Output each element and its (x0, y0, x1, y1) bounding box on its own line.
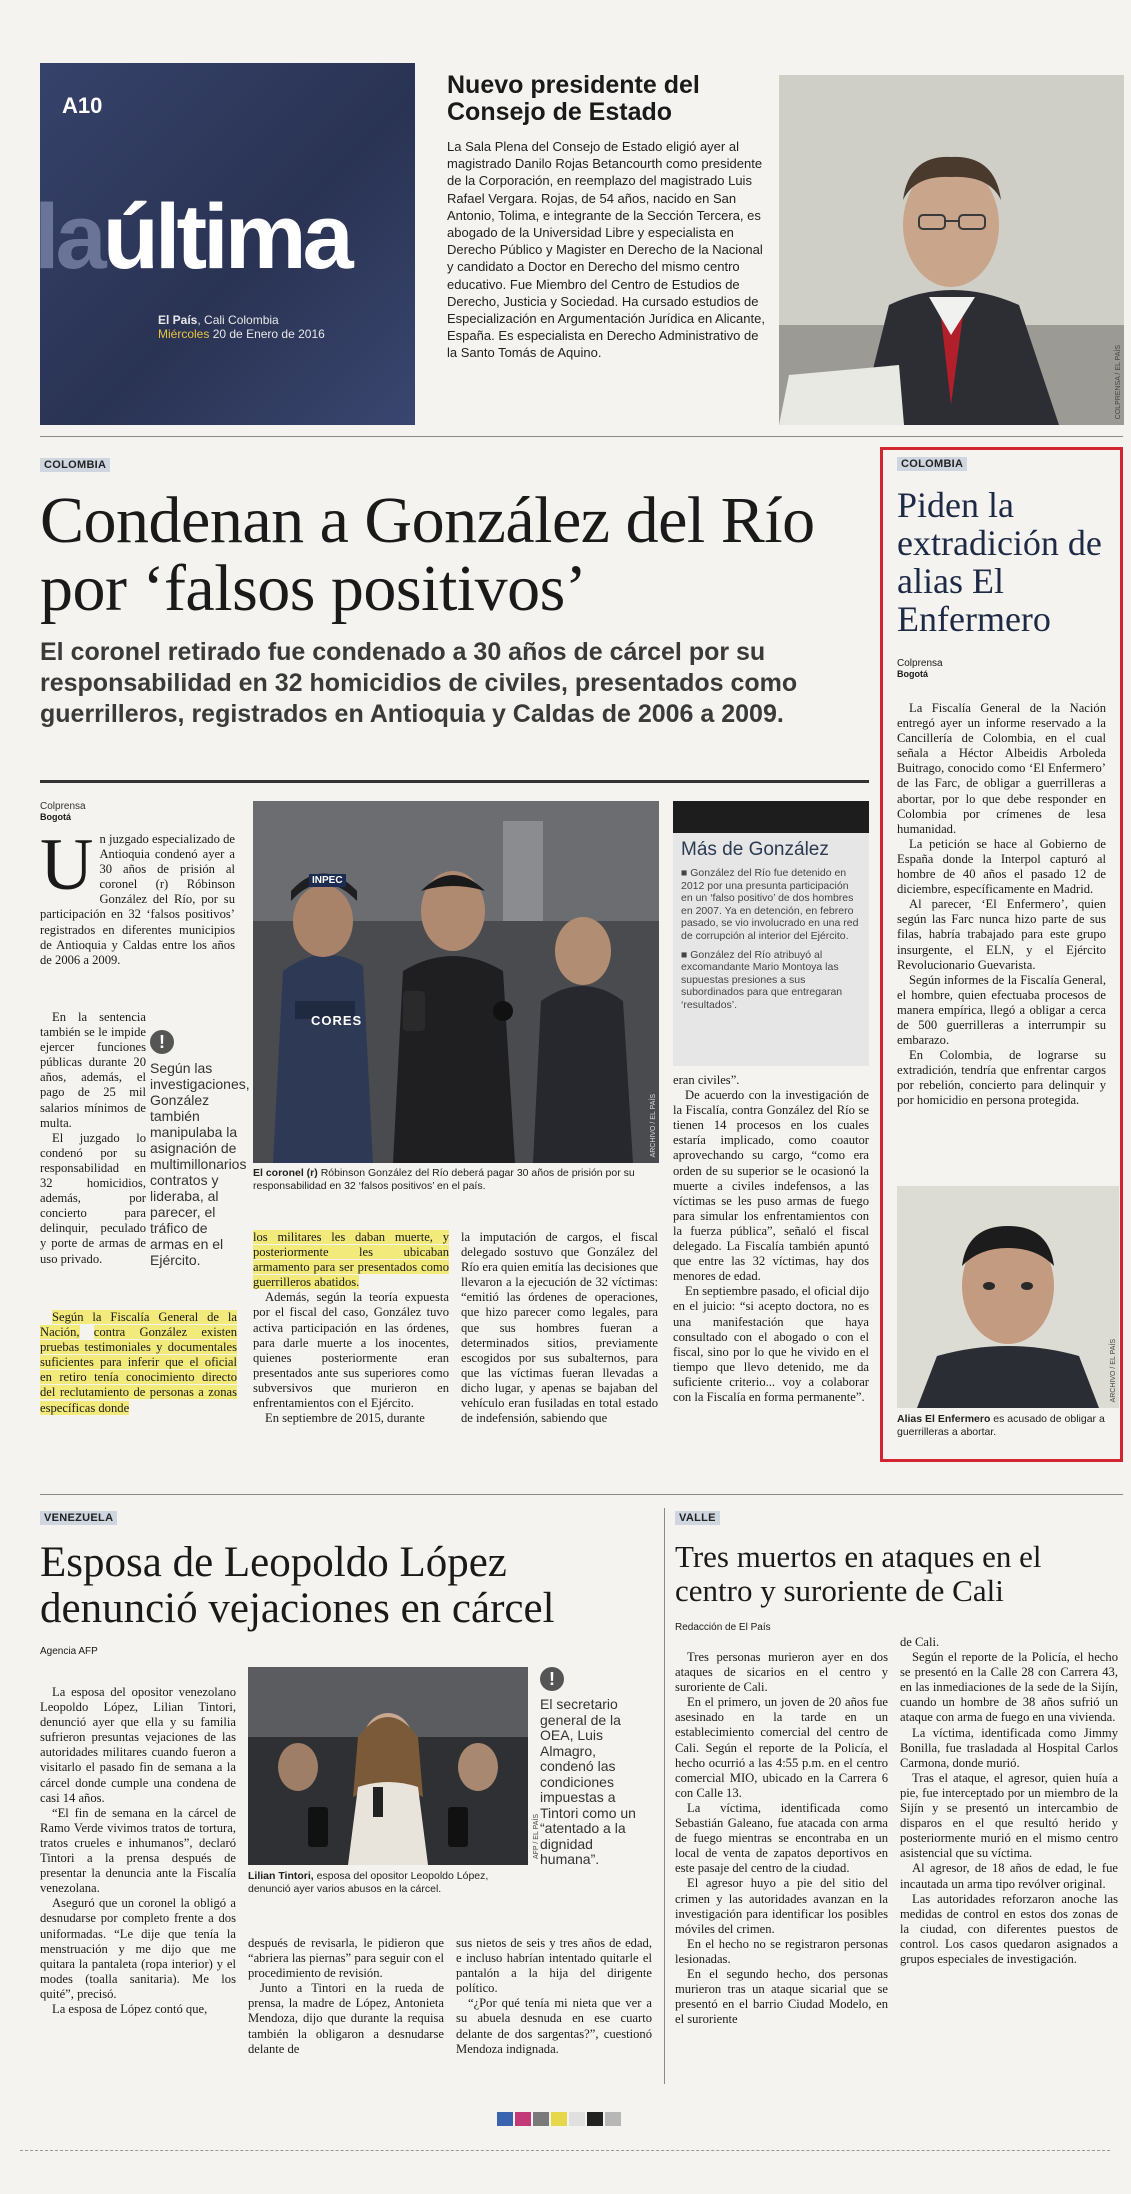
cali-col2-p5: Al agresor, de 18 años de edad, le fue incautada un arma tipo revólver original. (900, 1861, 1118, 1891)
venezuela-col2-p2: Junto a Tintori en la rueda de prensa, la madre de López, Antonieta Mendoza, dijo que durante la requisa también la obligaron a desnudarse delante de (248, 1981, 444, 2056)
color-swatch (587, 2112, 603, 2126)
venezuela-p3: Aseguró que un coronel la obligó a desnudarse por completo frente a dos uniformadas. “Le dije que tenía la menstruación y me dijo que me quitara la pantaleta (ropa interior) y el modes (toalla sanitaria). Me los quité”, precisó. (40, 1896, 236, 2001)
cali-p1: Tres personas murieron ayer en dos ataques de sicarios en el centro y suroriente de Cali. (675, 1650, 888, 1695)
exclamation-icon: ! (150, 1030, 174, 1054)
main-col4-p3: En septiembre pasado, el oficial dijo en el juicio: “si acepto doctora, no es una manifestación que haya consultado con el abogado o con el fiscal, sino por lo que he vivido en el tiempo que llevo detenido, me da suficiente criterio... voy a colaborar con la Fiscalía en forma permanente”. (673, 1284, 869, 1404)
main-lead: n juzgado especializado de Antioquia condenó ayer a 30 años de prisión al coronel (r) Róbinson González del Río, por su participación en 32 ‘falsos positivos’ registrados en diferentes municipios de Antioquia y Caldas entre los años de 2006 a 2009. (40, 832, 235, 967)
main-col4-p2: De acuerdo con la investigación de la Fiscalía, contra González del Río se tienen 14 procesos en los cuales estaría implicado, como coautor aprovechando su cargo, “como era orden de su superior se le ocasionó la muerte a civiles indefensos, a las víctimas se les puso armas de fuego para simular los enfrentamientos con la fuerza pública”, señaló el fiscal delegado. La Fiscalía también apuntó que entre las 32 víctimas, hay dos menores de edad. (673, 1088, 869, 1284)
main-col2-p2: Además, según la teoría expuesta por el fiscal del caso, González tuvo activa participación en las órdenes, para darle muerte a los inocentes, quienes posteriormente eran presentados ante sus superiores como subversivos que murieron en enfrentamientos con el Ejército. (253, 1290, 449, 1411)
venezuela-callout-text: El secretario general de la OEA, Luis Almagro, condenó las condiciones impuestas a Tintori como un “atentado a la dignidad humana”. (540, 1696, 636, 1867)
venezuela-caption-bold: Lilian Tintori, (248, 1870, 314, 1882)
box-kicker: COLOMBIA (897, 457, 967, 471)
box-dateline: Bogotá (897, 669, 928, 679)
cali-p3: La víctima, identificada como Sebastián Galeano, fue atacada con arma de fuego mientras se encontraba en un local de venta de zapatos deportivos en este pasaje del centro de la ciudad. (675, 1800, 888, 1876)
venezuela-photo-credit: AFP / EL PAÍS (533, 1813, 540, 1859)
venezuela-story (40, 1508, 660, 1657)
top-story-body: La Sala Plena del Consejo de Estado eligió ayer al magistrado Danilo Rojas Betancourth como presidente de la Corporación, en reemplazo del magistrado Luis Rafael Vergara. Rojas, de 54 años, nacido en San Antonio, Tolima, e integrante de la Sección Tercera, es abogado de la Universidad Libre y especialista en Derecho Público y Magister en Derecho de la Nacional y candidato a Doctor en Derecho del mismo centro educativo. Fue Miembro del Centro de Estudios de Derecho, Justicia y Sociedad. Ha cursado estudios de Especialización en Argumentación Jurídica en Alicante, España. Es especialista en Derecho Administrativo de la Santo Tomás de Aquino. (447, 139, 765, 361)
box-byline: Colprensa (897, 658, 943, 669)
cali-col2-p3: La víctima, identificada como Jimmy Bonilla, fue trasladada al Hospital Carlos Carmona, donde murió. (900, 1725, 1118, 1770)
exclamation-icon: ! (540, 1667, 564, 1691)
cali-headline: Tres muertos en ataques en el centro y suroriente de Cali (675, 1539, 1042, 1608)
highlight-pruebas: contra González existen pruebas testimoniales y documentales suficientes para inferir que el oficial en retiro tenía conocimiento directo del reclutamiento de personas a zonas específicas donde (40, 1325, 237, 1415)
venezuela-callout (540, 1667, 640, 1868)
venezuela-col3-p1: sus nietos de seis y tres años de edad, e incluso habrían intentado quitarle el pantalón a la hija del dirigente político. (456, 1936, 652, 1996)
cali-p5: En el hecho no se registraron personas lesionadas. (675, 1936, 888, 1966)
cali-kicker: VALLE (675, 1511, 720, 1525)
main-photo-caption (253, 1167, 659, 1193)
box-headline: Piden la extradición de alias El Enfermero (897, 485, 1102, 639)
box-p5: En Colombia, de lograrse su extradición, tendría que enfrentar cargos por rebelión, concierto para delinquir y por homicidio en persona protegida. (897, 1048, 1106, 1108)
box-photo (897, 1186, 1119, 1408)
cali-col2-p1: de Cali. (900, 1635, 940, 1649)
sidebar-item-1: ■ González del Río fue detenido en 2012 por una presunta participación en un ‘falso positivo’ de dos hombres en 2007. Ya en detención, en febrero pasado, se vio involucrado en una red de corrupción al interior del Ejército. (681, 867, 859, 942)
top-story (447, 72, 767, 422)
main-callout (150, 1030, 250, 1270)
divider (40, 1494, 1123, 1495)
top-story-photo (779, 75, 1124, 425)
cali-col2-p4: Tras el ataque, el agresor, quien huía a pie, fue interceptado por un miembro de la Sijín y se presentó un intercambio de disparos en el que resultó herido y posteriormente murió en el mismo centro asistencial que su víctima. (900, 1770, 1118, 1861)
print-color-bar (497, 2112, 621, 2126)
venezuela-headline: Esposa de Leopoldo López denunció vejaciones en cárcel (40, 1539, 555, 1632)
venezuela-photo (248, 1667, 540, 1865)
box-caption-bold: Alias El Enfermero (897, 1413, 991, 1425)
vest-label: CORES (311, 1013, 363, 1028)
page-number: A10 (62, 93, 103, 118)
box-photo-credit: ARCHIVO / EL PAÍS (1110, 1338, 1117, 1402)
main-col-1-bottom (40, 1310, 237, 1450)
color-swatch (551, 2112, 567, 2126)
mugshot-illustration (897, 1186, 1119, 1408)
highlight-fiscalia: Según la Fiscalía General de la Nación, (40, 1310, 237, 1340)
box-p1: La Fiscalía General de la Nación entregó ayer un informe reservado a la Cancillería de Colombia, en el cual señala a Héctor Albeidis Arboleda Buitrago, conocido como ‘El Enfermero’ de las Farc, de obligar a guerrilleras a abortar, por lo que debe responder en Colombia por crímenes de lesa humanidad. (897, 701, 1106, 836)
main-col-1-narrow (40, 1010, 146, 1266)
cali-byline: Redacción de El País (675, 1622, 771, 1633)
main-callout-text: Según las investigaciones, González también manipulaba la asignación de multimillonarios contratos y lideraba, al parecer, el tráfico de armas en el Ejército. (150, 1060, 250, 1268)
city: Cali Colombia (204, 313, 279, 327)
main-col-3 (461, 1230, 658, 1450)
box-caption-text: es acusado de obligar a guerrilleras a abortar. (897, 1413, 1105, 1438)
cali-p4: El agresor huyo a pie del sitio del crimen y las autoridades avanzan en la investigación para identificar los posibles móviles del crimen. (675, 1876, 888, 1936)
divider (40, 436, 1123, 437)
divider (664, 1508, 665, 2084)
top-photo-credit: COLPRENSA / EL PAÍS (1115, 344, 1122, 419)
publication-name: El País (158, 313, 198, 327)
main-col-2 (253, 1230, 449, 1450)
main-rule (40, 780, 869, 783)
venezuela-byline: Agencia AFP (40, 1646, 98, 1657)
color-swatch (515, 2112, 531, 2126)
main-caption-text: Róbinson González del Río deberá pagar 30 años de prisión por su responsabilidad en 32 ‘falsos positivos’ en el país. (253, 1167, 635, 1192)
color-swatch (605, 2112, 621, 2126)
main-caption-bold: El coronel (r) (253, 1167, 318, 1179)
highlight-militares: los militares les daban muerte, y posteriormente les ubicaban armamento para ser presentados como guerrilleros abatidos. (253, 1230, 449, 1290)
section-prefix: la (34, 186, 103, 288)
box-p3: Al parecer, ‘El Enfermero’, quien según las Farc nunca hizo parte de sus filas, habría trabajado para este grupo insurgente, el ELN, y el Ejército Revolucionario Guevarista. (897, 897, 1106, 972)
venezuela-caption-text: esposa del opositor Leopoldo López, denunció ayer varios abusos en la cárcel. (248, 1870, 489, 1895)
color-swatch (533, 2112, 549, 2126)
main-p4 (40, 1310, 237, 1416)
sidebar-item-2: ■ González del Río atribuyó al excomandante Mario Montoya las supuestas presiones a sus subordinados para que entregaran ‘resultados’. (681, 948, 843, 1011)
venezuela-p2: “El fin de semana en la cárcel de Ramo Verde vivimos tratos de tortura, tratos crueles e inhumanos”, declaró Tintori a la prensa después de presentar la denuncia ante la Fiscalía venezolana. (40, 1805, 236, 1896)
main-dateline: Bogotá (40, 812, 71, 822)
sidebar-box (673, 801, 869, 1066)
venezuela-p4: La esposa de López contó que, (52, 2001, 208, 2016)
main-p3: El juzgado lo condenó por su responsabilidad en 32 homicidios, además, por concierto para delinquir, peculado y porte de armas de uso privado. (40, 1130, 146, 1266)
page-edge-line (20, 2150, 1110, 2151)
venezuela-col-2 (248, 1936, 444, 2086)
sidebar-title: Más de González (681, 839, 829, 860)
venezuela-col-1 (40, 1685, 236, 2085)
box-p2: La petición se hace al Gobierno de España donde la Interpol capturó al hombre de 40 años el pasado 12 de diciembre, específicamente en Madrid. (897, 836, 1106, 897)
cali-col-2 (900, 1635, 1118, 2085)
cali-story (675, 1508, 1123, 1633)
cali-col-1 (675, 1650, 888, 2090)
weekday: Miércoles (158, 327, 210, 341)
inpec-badge: INPEC (309, 874, 346, 887)
color-swatch (497, 2112, 513, 2126)
main-col4-p1: eran civiles”. (673, 1073, 740, 1087)
cali-col2-p6: Las autoridades reforzaron anoche las medidas de control en estos dos zonas de la ciudad, con diferentes puestos de control. Los casos quedaron asignados a grupos especiales de investigación. (900, 1891, 1118, 1966)
top-story-title: Nuevo presidente del Consejo de Estado (447, 71, 700, 126)
main-photo (253, 801, 659, 1163)
section-name: última (102, 186, 350, 288)
main-p2: En la sentencia también se le impide ejercer funciones públicas durante 20 años, además, el pago de 25 mil salarios mínimos de multa. (40, 1010, 146, 1130)
sidebar-bar (673, 801, 869, 833)
main-col2-p3: En septiembre de 2015, durante (265, 1411, 425, 1426)
arrest-scene-illustration (253, 801, 659, 1163)
cali-p6: En el segundo hecho, dos personas murieron tras un ataque sicarial que se presentó en el barrio Ciudad Modelo, en el suroriente (675, 1966, 888, 2027)
press-conference-illustration (248, 1667, 528, 1865)
box-caption (897, 1413, 1119, 1439)
venezuela-photo-caption (248, 1870, 528, 1896)
masthead (34, 63, 415, 425)
masthead-meta: El País, Cali Colombia Miércoles 20 de Enero de 2016 (158, 313, 325, 341)
venezuela-p1: La esposa del opositor venezolano Leopoldo López, Lilian Tintori, denunció ayer que ella y su familia sufrieron presuntas vejaciones de las autoridades militares cuando fueron a visitarlo el pasado fin de semana a la cárcel donde cumple una condena de casi 14 años. (40, 1685, 236, 1805)
cali-p2: En el primero, un joven de 20 años fue asesinado en la tarde en un establecimiento comercial del centro de Cali. Según el reporte de la Policía, el hecho ocurrió a las 4:55 p.m. en el centro comercial MIO, ubicado en la Carrera 6 con Calle 13. (675, 1695, 888, 1800)
main-kicker: COLOMBIA (40, 458, 110, 472)
venezuela-col2-p1: después de revisarla, le pidieron que “abriera las piernas” para seguir con el procedimiento de revisión. (248, 1936, 444, 1981)
main-photo-credit: ARCHIVO / EL PAÍS (650, 1093, 657, 1157)
main-deck: El coronel retirado fue condenado a 30 años de cárcel por su responsabilidad en 32 homicidios de civiles, presentados como guerrilleros, registrados en Antioquia y Caldas de 2006 a 2009. (40, 638, 798, 728)
section-title (34, 186, 350, 288)
color-swatch (569, 2112, 585, 2126)
venezuela-col3-p2: “¿Por qué tenía mi nieta que ver a su abuela desnuda en ese cuarto delante de dos sargentas?”, cuestionó Mendoza indignada. (456, 1996, 652, 2056)
date: 20 de Enero de 2016 (212, 327, 325, 341)
main-headline: Condenan a González del Río por ‘falsos positivos’ (40, 484, 815, 625)
drop-cap: U (40, 824, 94, 906)
box-p4: Según informes de la Fiscalía General, el hombre, quien efectuaba procesos de manera empírica, llegó a obligar a cerca de 500 guerrilleras a interrumpir su embarazo. (897, 972, 1106, 1048)
venezuela-kicker: VENEZUELA (40, 1511, 117, 1525)
venezuela-col-3 (456, 1936, 652, 2086)
main-col3-p1: la imputación de cargos, el fiscal delegado sostuvo que González del Río era quien emitía las decisiones que llevaron a la ejecución de 32 víctimas: “emitió las órdenes de operaciones, que hizo parecer como legales, para que sus hombres fueran a determinados sitios, previamente escogidos por sus subalternos, para que las víctimas fueran llevadas a dicho lugar, y apenas se bajaban del vehículo eran fusiladas en total estado de indefensión, sabiendo que (461, 1230, 658, 1426)
portrait-illustration (779, 75, 1124, 425)
main-col-4 (673, 1073, 869, 1453)
cali-col2-p2: Según el reporte de la Policía, el hecho se presentó en la Calle 28 con Carrera 43, en las inmediaciones de la sede de la Sijín, cuando un hombre de 38 años sufrió un ataque con arma de fuego en una vivienda. (900, 1650, 1118, 1725)
main-byline: Colprensa (40, 801, 86, 812)
